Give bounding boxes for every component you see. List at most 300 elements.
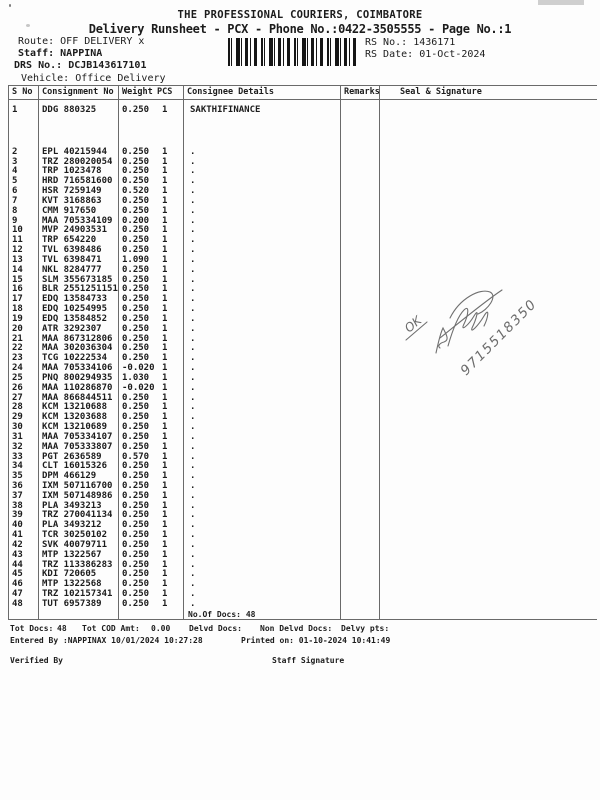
cell-pcs: 1 <box>162 284 168 295</box>
cell-pcs: 1 <box>162 215 168 226</box>
cell-s-no: 10 <box>12 225 23 236</box>
cell-weight: 0.250 <box>122 313 150 324</box>
cell-pcs: 1 <box>162 589 168 600</box>
non-delvd-docs-label: Non Delvd Docs: <box>260 624 333 633</box>
cell-remarks <box>340 580 379 590</box>
cell-weight: 0.250 <box>122 343 150 354</box>
cell-consignment-no: EPL 40215944 <box>42 146 108 157</box>
table-row <box>8 462 597 472</box>
table-row <box>8 106 597 116</box>
cell-s-no: 40 <box>12 520 23 531</box>
cell-s-no: 28 <box>12 402 23 413</box>
cell-s-no: 43 <box>12 549 23 560</box>
cell-seal <box>379 177 597 187</box>
cell-pcs: 1 <box>162 225 168 236</box>
cell-s-no: 8 <box>12 205 18 216</box>
cell-weight: 0.250 <box>122 500 150 511</box>
cell-consignee: . <box>190 441 196 452</box>
cell-consignment-no: MTP 1322568 <box>42 579 102 590</box>
cell-consignment-no: BLR 2551251151 <box>42 284 118 295</box>
cell-consignment-no: MAA 705334107 <box>42 431 113 442</box>
cell-consignee: . <box>190 480 196 491</box>
cell-seal <box>379 433 597 443</box>
route-line <box>18 36 144 47</box>
cell-pcs: 1 <box>162 105 168 115</box>
drs-label: DRS No.: <box>14 60 63 71</box>
cell-remarks <box>340 590 379 600</box>
cell-pcs: 1 <box>162 195 168 206</box>
cell-weight: -0.020 <box>122 363 155 374</box>
rs-date-line <box>365 49 485 60</box>
drs-line <box>14 60 146 71</box>
cell-consignee: . <box>190 304 196 315</box>
cell-weight: 0.250 <box>122 422 150 433</box>
cell-s-no: 48 <box>12 598 23 609</box>
cell-pcs: 1 <box>162 490 168 501</box>
cell-consignment-no: MVP 24903531 <box>42 225 108 236</box>
table-header-row <box>8 85 597 99</box>
cell-pcs: 1 <box>162 579 168 590</box>
cell-consignee: . <box>190 539 196 550</box>
header-pcs: PCS <box>157 87 173 97</box>
cell-s-no: 27 <box>12 392 23 403</box>
cell-remarks <box>340 158 379 168</box>
cell-remarks <box>340 521 379 531</box>
cell-pcs: 1 <box>162 166 168 177</box>
cell-remarks <box>340 384 379 394</box>
cell-consignment-no: TRZ 280020054 <box>42 156 113 167</box>
cell-remarks <box>340 570 379 580</box>
cell-consignee: . <box>190 392 196 403</box>
cell-consignment-no: TRP 1023478 <box>42 166 102 177</box>
cell-weight: 0.250 <box>122 569 150 580</box>
cell-consignment-no: MAA 867312806 <box>42 333 113 344</box>
cell-consignment-no: PLA 3493213 <box>42 500 102 511</box>
cell-consignment-no: MAA 705333807 <box>42 441 113 452</box>
cell-pcs: 1 <box>162 539 168 550</box>
cell-s-no: 46 <box>12 579 23 590</box>
cell-seal <box>379 531 597 541</box>
cell-consignment-no: MAA 302036304 <box>42 343 113 354</box>
cell-pcs: 1 <box>162 549 168 560</box>
cell-pcs: 1 <box>162 382 168 393</box>
cell-s-no: 2 <box>12 146 18 157</box>
delvd-docs-label: Delvd Docs: <box>189 624 242 633</box>
cell-pcs: 1 <box>162 245 168 256</box>
cell-weight: 0.250 <box>122 304 150 315</box>
cell-seal <box>379 217 597 227</box>
cell-pcs: 1 <box>162 461 168 472</box>
cell-s-no: 9 <box>12 215 18 226</box>
cell-pcs: 1 <box>162 402 168 413</box>
cell-s-no: 12 <box>12 245 23 256</box>
cell-consignee: . <box>190 372 196 383</box>
cell-consignee: . <box>190 520 196 531</box>
cell-remarks <box>340 285 379 295</box>
cell-weight: 1.090 <box>122 254 150 265</box>
handwriting-overlay <box>380 258 590 403</box>
cell-consignment-no: TVL 6398471 <box>42 254 102 265</box>
tot-cod-value: 0.00 <box>151 624 171 633</box>
cell-weight: 0.250 <box>122 412 150 423</box>
cell-s-no: 4 <box>12 166 18 177</box>
cell-consignee: . <box>190 205 196 216</box>
cell-consignee: . <box>190 215 196 226</box>
cell-seal <box>379 453 597 463</box>
cell-consignment-no: HSR 7259149 <box>42 186 102 197</box>
cell-weight: 0.250 <box>122 264 150 275</box>
cell-weight: 0.250 <box>122 471 150 482</box>
cell-remarks <box>340 600 379 610</box>
cell-weight: 0.250 <box>122 323 150 334</box>
header-seal-signature: Seal & Signature <box>400 87 482 97</box>
cell-consignee: . <box>190 353 196 364</box>
cell-seal <box>379 167 597 177</box>
cell-consignment-no: IXM 507116700 <box>42 480 113 491</box>
cell-consignment-no: TUT 6957389 <box>42 598 102 609</box>
cell-remarks <box>340 325 379 335</box>
cell-remarks <box>340 305 379 315</box>
cell-s-no: 18 <box>12 304 23 315</box>
cell-s-no: 36 <box>12 480 23 491</box>
cell-remarks <box>340 256 379 266</box>
cell-weight: 0.250 <box>122 579 150 590</box>
cell-remarks <box>340 335 379 345</box>
cell-pcs: 1 <box>162 500 168 511</box>
cell-consignee: . <box>190 343 196 354</box>
cell-s-no: 29 <box>12 412 23 423</box>
cell-consignee: . <box>190 284 196 295</box>
cell-pcs: 1 <box>162 598 168 609</box>
cell-consignment-no: KCM 13210688 <box>42 402 108 413</box>
cell-consignee: . <box>190 294 196 305</box>
cell-weight: 0.250 <box>122 598 150 609</box>
cell-remarks <box>340 374 379 384</box>
cell-pcs: 1 <box>162 274 168 285</box>
cell-seal <box>379 482 597 492</box>
cell-remarks <box>340 177 379 187</box>
cell-consignee: . <box>190 176 196 187</box>
cell-remarks <box>340 106 379 116</box>
rs-no-label: RS No.: <box>365 37 408 48</box>
cell-seal <box>379 236 597 246</box>
rs-no-value: 1436171 <box>413 37 456 48</box>
cell-consignment-no: TCG 10222534 <box>42 353 108 364</box>
cell-pcs: 1 <box>162 471 168 482</box>
cell-pcs: 1 <box>162 530 168 541</box>
tot-cod-label: Tot COD Amt: <box>82 624 140 633</box>
cell-weight: 0.250 <box>122 205 150 216</box>
cell-pcs: 1 <box>162 343 168 354</box>
cell-s-no: 6 <box>12 186 18 197</box>
cell-weight: 0.250 <box>122 195 150 206</box>
cell-s-no: 39 <box>12 510 23 521</box>
cell-consignee: . <box>190 156 196 167</box>
cell-pcs: 1 <box>162 186 168 197</box>
cell-pcs: 1 <box>162 333 168 344</box>
cell-seal <box>379 148 597 158</box>
staff-label: Staff: <box>18 48 55 59</box>
table-row <box>8 226 597 236</box>
header-weight: Weight <box>122 87 153 97</box>
cell-consignee: . <box>190 274 196 285</box>
cell-s-no: 13 <box>12 254 23 265</box>
cell-weight: 0.250 <box>122 441 150 452</box>
cell-consignment-no: HRD 716581600 <box>42 176 113 187</box>
cell-weight: 0.200 <box>122 215 150 226</box>
cell-consignee: . <box>190 146 196 157</box>
cell-s-no: 25 <box>12 372 23 383</box>
cell-consignee: . <box>190 313 196 324</box>
cell-s-no: 35 <box>12 471 23 482</box>
cell-s-no: 1 <box>12 105 18 115</box>
cell-weight: 0.250 <box>122 530 150 541</box>
cell-consignee: . <box>190 530 196 541</box>
vehicle-line <box>21 73 166 84</box>
cell-consignee: . <box>190 254 196 265</box>
cell-pcs: 1 <box>162 569 168 580</box>
cell-consignment-no: MAA 705334109 <box>42 215 113 226</box>
handwritten-phone: 9715518350 <box>457 296 541 379</box>
cell-consignment-no: TCR 30250102 <box>42 530 108 541</box>
cell-remarks <box>340 492 379 502</box>
cell-pcs: 1 <box>162 254 168 265</box>
cell-consignment-no: MAA 705334106 <box>42 363 113 374</box>
cell-pcs: 1 <box>162 422 168 433</box>
cell-remarks <box>340 502 379 512</box>
cell-weight: 0.250 <box>122 294 150 305</box>
cell-weight: 1.030 <box>122 372 150 383</box>
cell-consignment-no: TRZ 102157341 <box>42 589 113 600</box>
staff-line <box>18 48 102 59</box>
cell-pcs: 1 <box>162 313 168 324</box>
cell-seal <box>379 541 597 551</box>
cell-seal <box>379 443 597 453</box>
cell-weight: 0.250 <box>122 353 150 364</box>
cell-weight: 0.570 <box>122 451 150 462</box>
cell-consignment-no: PGT 2636589 <box>42 451 102 462</box>
cell-consignee: . <box>190 431 196 442</box>
cell-consignee: . <box>190 471 196 482</box>
cell-weight: 0.250 <box>122 333 150 344</box>
cell-s-no: 16 <box>12 284 23 295</box>
cell-consignment-no: IXM 507148986 <box>42 490 113 501</box>
cell-consignment-no: MTP 1322567 <box>42 549 102 560</box>
cell-seal <box>379 511 597 521</box>
cell-consignment-no: EDQ 10254995 <box>42 304 108 315</box>
cell-remarks <box>340 472 379 482</box>
cell-pcs: 1 <box>162 304 168 315</box>
cell-weight: 0.250 <box>122 589 150 600</box>
cell-pcs: 1 <box>162 294 168 305</box>
cell-weight: 0.250 <box>122 490 150 501</box>
cell-remarks <box>340 226 379 236</box>
cell-pcs: 1 <box>162 510 168 521</box>
cell-weight: 0.250 <box>122 156 150 167</box>
cell-pcs: 1 <box>162 520 168 531</box>
cell-weight: 0.520 <box>122 186 150 197</box>
cell-weight: 0.250 <box>122 146 150 157</box>
cell-weight: 0.250 <box>122 480 150 491</box>
cell-seal <box>379 226 597 236</box>
scan-smudge <box>538 0 584 5</box>
cell-remarks <box>340 433 379 443</box>
cell-remarks <box>340 561 379 571</box>
cell-consignment-no: PLA 3493212 <box>42 520 102 531</box>
cell-remarks <box>340 217 379 227</box>
cell-consignee: . <box>190 510 196 521</box>
cell-weight: 0.250 <box>122 510 150 521</box>
cell-pcs: 1 <box>162 372 168 383</box>
cell-consignee: . <box>190 500 196 511</box>
cell-seal <box>379 462 597 472</box>
cell-consignee: . <box>190 402 196 413</box>
cell-consignee: . <box>190 225 196 236</box>
cell-consignee: SAKTHIFINANCE <box>190 105 261 115</box>
cell-consignee: . <box>190 598 196 609</box>
runsheet-title: Delivery Runsheet - PCX - Phone No.:0422-3505555 - Page No.:1 <box>88 22 512 36</box>
cell-pcs: 1 <box>162 176 168 187</box>
cell-pcs: 1 <box>162 264 168 275</box>
cell-s-no: 3 <box>12 156 18 167</box>
company-name: THE PROFESSIONAL COURIERS, COIMBATORE <box>177 9 423 21</box>
tot-docs-value: 48 <box>57 624 67 633</box>
header-remarks: Remarks <box>344 87 380 97</box>
cell-pcs: 1 <box>162 363 168 374</box>
totals-row <box>0 624 600 636</box>
cell-consignment-no: CMM 917650 <box>42 205 97 216</box>
table-row <box>8 197 597 207</box>
cell-pcs: 1 <box>162 441 168 452</box>
cell-consignment-no: CLT 16015326 <box>42 461 108 472</box>
printed-on-line: Printed on: 01-10-2024 10:41:49 <box>241 636 391 645</box>
cell-remarks <box>340 394 379 404</box>
cell-pcs: 1 <box>162 559 168 570</box>
cell-s-no: 20 <box>12 323 23 334</box>
cell-remarks <box>340 246 379 256</box>
cell-pcs: 1 <box>162 451 168 462</box>
cell-remarks <box>340 266 379 276</box>
runsheet-barcode <box>228 38 357 66</box>
cell-remarks <box>340 443 379 453</box>
cell-seal <box>379 403 597 413</box>
cell-s-no: 37 <box>12 490 23 501</box>
cell-weight: 0.250 <box>122 274 150 285</box>
cell-weight: 0.250 <box>122 245 150 256</box>
cell-consignee: . <box>190 559 196 570</box>
cell-pcs: 1 <box>162 392 168 403</box>
cell-s-no: 23 <box>12 353 23 364</box>
cell-weight: -0.020 <box>122 382 155 393</box>
cell-consignee: . <box>190 245 196 256</box>
cell-weight: 0.250 <box>122 225 150 236</box>
cell-s-no: 14 <box>12 264 23 275</box>
cell-remarks <box>340 423 379 433</box>
cell-weight: 0.250 <box>122 559 150 570</box>
cell-remarks <box>340 197 379 207</box>
no-of-docs-value: 48 <box>245 609 256 619</box>
cell-pcs: 1 <box>162 353 168 364</box>
cell-consignee: . <box>190 412 196 423</box>
cell-remarks <box>340 511 379 521</box>
scan-speck <box>9 4 11 7</box>
cell-seal <box>379 423 597 433</box>
cell-weight: 0.250 <box>122 539 150 550</box>
cell-seal <box>379 413 597 423</box>
cell-consignment-no: ATR 3292307 <box>42 323 102 334</box>
cell-seal <box>379 106 597 116</box>
cell-s-no: 11 <box>12 235 23 246</box>
cell-s-no: 32 <box>12 441 23 452</box>
delvy-pts-label: Delvy pts: <box>341 624 390 633</box>
cell-consignment-no: KDI 720605 <box>42 569 97 580</box>
cell-s-no: 17 <box>12 294 23 305</box>
cell-consignee: . <box>190 323 196 334</box>
cell-pcs: 1 <box>162 146 168 157</box>
cell-consignment-no: TRP 654220 <box>42 235 97 246</box>
cell-remarks <box>340 236 379 246</box>
cell-consignment-no: PNQ 800294935 <box>42 372 113 383</box>
cell-seal <box>379 580 597 590</box>
cell-s-no: 22 <box>12 343 23 354</box>
cell-s-no: 41 <box>12 530 23 541</box>
cell-consignee: . <box>190 166 196 177</box>
table-row <box>8 561 597 571</box>
verified-by-label: Verified By <box>10 656 63 665</box>
cell-consignment-no: MAA 110286870 <box>42 382 113 393</box>
table-row <box>8 600 597 610</box>
cell-s-no: 31 <box>12 431 23 442</box>
cell-weight: 0.250 <box>122 402 150 413</box>
cell-weight: 0.250 <box>122 392 150 403</box>
cell-consignee: . <box>190 264 196 275</box>
cell-s-no: 34 <box>12 461 23 472</box>
cell-s-no: 38 <box>12 500 23 511</box>
cell-seal <box>379 590 597 600</box>
cell-consignment-no: KVT 3168863 <box>42 195 102 206</box>
cell-consignment-no: SLM 355673185 <box>42 274 113 285</box>
cell-pcs: 1 <box>162 235 168 246</box>
cell-consignee: . <box>190 589 196 600</box>
cell-weight: 0.250 <box>122 105 150 115</box>
cell-consignment-no: KCM 13210689 <box>42 422 108 433</box>
cell-consignee: . <box>190 186 196 197</box>
handwritten-ok: OK <box>401 313 425 336</box>
cell-pcs: 1 <box>162 431 168 442</box>
cell-seal <box>379 492 597 502</box>
cell-consignment-no: DPM 466129 <box>42 471 97 482</box>
cell-s-no: 21 <box>12 333 23 344</box>
cell-s-no: 44 <box>12 559 23 570</box>
cell-seal <box>379 502 597 512</box>
cell-weight: 0.250 <box>122 176 150 187</box>
cell-consignment-no: TRZ 270041134 <box>42 510 113 521</box>
cell-consignee: . <box>190 490 196 501</box>
cell-s-no: 47 <box>12 589 23 600</box>
cell-remarks <box>340 482 379 492</box>
cell-seal <box>379 570 597 580</box>
cell-remarks <box>340 531 379 541</box>
rs-date-label: RS Date: <box>365 49 414 60</box>
cell-weight: 0.250 <box>122 166 150 177</box>
cell-pcs: 1 <box>162 156 168 167</box>
cell-consignee: . <box>190 579 196 590</box>
cell-seal <box>379 561 597 571</box>
cell-consignment-no: MAA 866844511 <box>42 392 113 403</box>
cell-remarks <box>340 541 379 551</box>
vehicle-label: Vehicle: <box>21 73 70 84</box>
cell-remarks <box>340 187 379 197</box>
